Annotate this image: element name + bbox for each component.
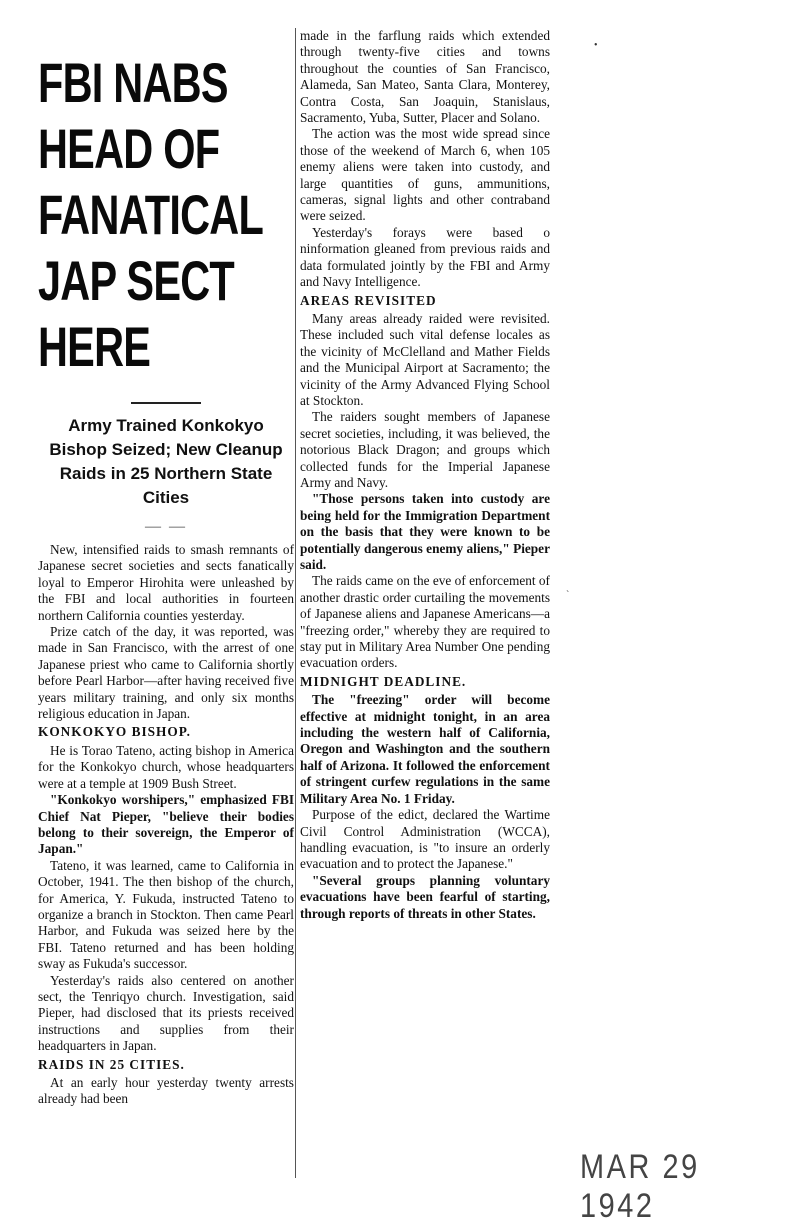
article-paragraph: Purpose of the edict, declared the Wartime Civil Control Administration (WCCA), handling evacuation, is "to insure an orderly evacuation and to protect the Japanese."	[300, 807, 550, 872]
article-paragraph: made in the farflung raids which extended through twenty-five cities and towns throughout the counties of San Francisco, Alameda, San Mateo, Santa Clara, Monterey, Contra Costa, San Joaquin, Stanislaus, Sacramento, Yuba, Sutter, Placer and Solano.	[300, 28, 550, 126]
article-paragraph: He is Torao Tateno, acting bishop in America for the Konkokyo church, whose headquarters were at a temple at 1909 Bush Street.	[38, 742, 294, 791]
section-heading: KONKOKYO BISHOP.	[38, 724, 191, 740]
subhead-dash: — —	[145, 518, 187, 535]
article-paragraph: Yesterday's forays were based o ninformation gleaned from previous raids and data formulated jointly by the FBI and Army and Navy Intelligence.	[300, 224, 550, 290]
article-paragraph: The action was the most wide spread since those of the weekend of March 6, when 105 enemy aliens were taken into custody, and large quantities of guns, ammunitions, cameras, signal lights and other contraband were seized.	[300, 126, 550, 224]
date-stamp: MAR 29 1942	[580, 1148, 700, 1225]
article-paragraph: The raiders sought members of Japanese secret societies, including, it was believed, the notorious Black Dragon; and groups which collected funds for the Imperial Japanese Army and Navy.	[300, 409, 550, 490]
left-column-body	[38, 542, 294, 1108]
article-paragraph: "Those persons taken into custody are being held for the Immigration Department on the basis that they were known to be potentially dangerous enemy aliens," Pieper said.	[300, 491, 550, 572]
headline-rule	[131, 402, 201, 404]
article-paragraph: Many areas already raided were revisited. These included such vital defense locales as the vicinity of McClelland and Mather Fields and the Municipal Airport at Sacramento; the vicinity of the Army Advanced Flying School at Stockton.	[300, 310, 550, 408]
article-paragraph: "Several groups planning voluntary evacuations have been fearful of starting, through reports of threats in other States.	[300, 872, 550, 921]
article-paragraph: At an early hour yesterday twenty arrests already had been	[38, 1075, 294, 1107]
article-paragraph: Yesterday's raids also centered on another sect, the Tenriqyo church. Investigation, said Pieper, had disclosed that its priests received instructions and supplies from their headquarters in Japan.	[38, 972, 294, 1054]
article-paragraph: Tateno, it was learned, came to California in October, 1941. The then bishop of the church, for America, Y. Fukuda, instructed Tateno to organize a branch in Stockton. Then came Pearl Harbor, and Fukuda was seized here by the FBI. Tateno returned and has been holding sway as Fukuda's successor.	[38, 857, 294, 972]
article-paragraph: Prize catch of the day, it was reported, was made in San Francisco, with the arrest of one Japanese priest who came to California shortly before Pearl Harbor—after having received five years military training, and only six months religious education in Japan.	[38, 624, 294, 722]
right-column-body	[300, 28, 550, 922]
column-divider	[295, 28, 296, 1178]
article-paragraph: The raids came on the eve of enforcement of another drastic order curtailing the movements of Japanese aliens and Japanese Americans—a "freezing order," whereby they are required to stay put in Military Area Number One pending evacuation orders.	[300, 573, 550, 671]
section-heading: MIDNIGHT DEADLINE.	[300, 673, 467, 689]
article-paragraph: New, intensified raids to smash remnants of Japanese secret societies and sects fanatically loyal to Emperor Hirohita were unleashed by the FBI and local authorities in fourteen northern California counties yesterday.	[38, 542, 294, 623]
margin-mark: `	[566, 590, 570, 601]
subhead: Army Trained Konkokyo Bishop Seized; New Cleanup Raids in 25 Northern State Cities	[49, 416, 283, 507]
margin-mark: •	[594, 40, 598, 51]
section-heading: AREAS REVISITED	[300, 292, 437, 308]
headline: FBI NABS HEAD OF FANATICAL JAP SECT HERE	[38, 51, 263, 378]
article-paragraph: "Konkokyo worshipers," emphasized FBI Chief Nat Pieper, "believe their bodies belong to their sovereign, the Emperor of Japan."	[38, 792, 294, 857]
left-column	[38, 28, 294, 1108]
right-column	[300, 28, 550, 922]
section-heading: RAIDS IN 25 CITIES.	[38, 1056, 185, 1072]
article-paragraph: The "freezing" order will become effective at midnight tonight, in an area including the western half of California, Oregon and Washington and the southern half of Arizona. It followed the enforcement of stringent curfew regulations in the same Military Area No. 1 Friday.	[300, 692, 550, 806]
